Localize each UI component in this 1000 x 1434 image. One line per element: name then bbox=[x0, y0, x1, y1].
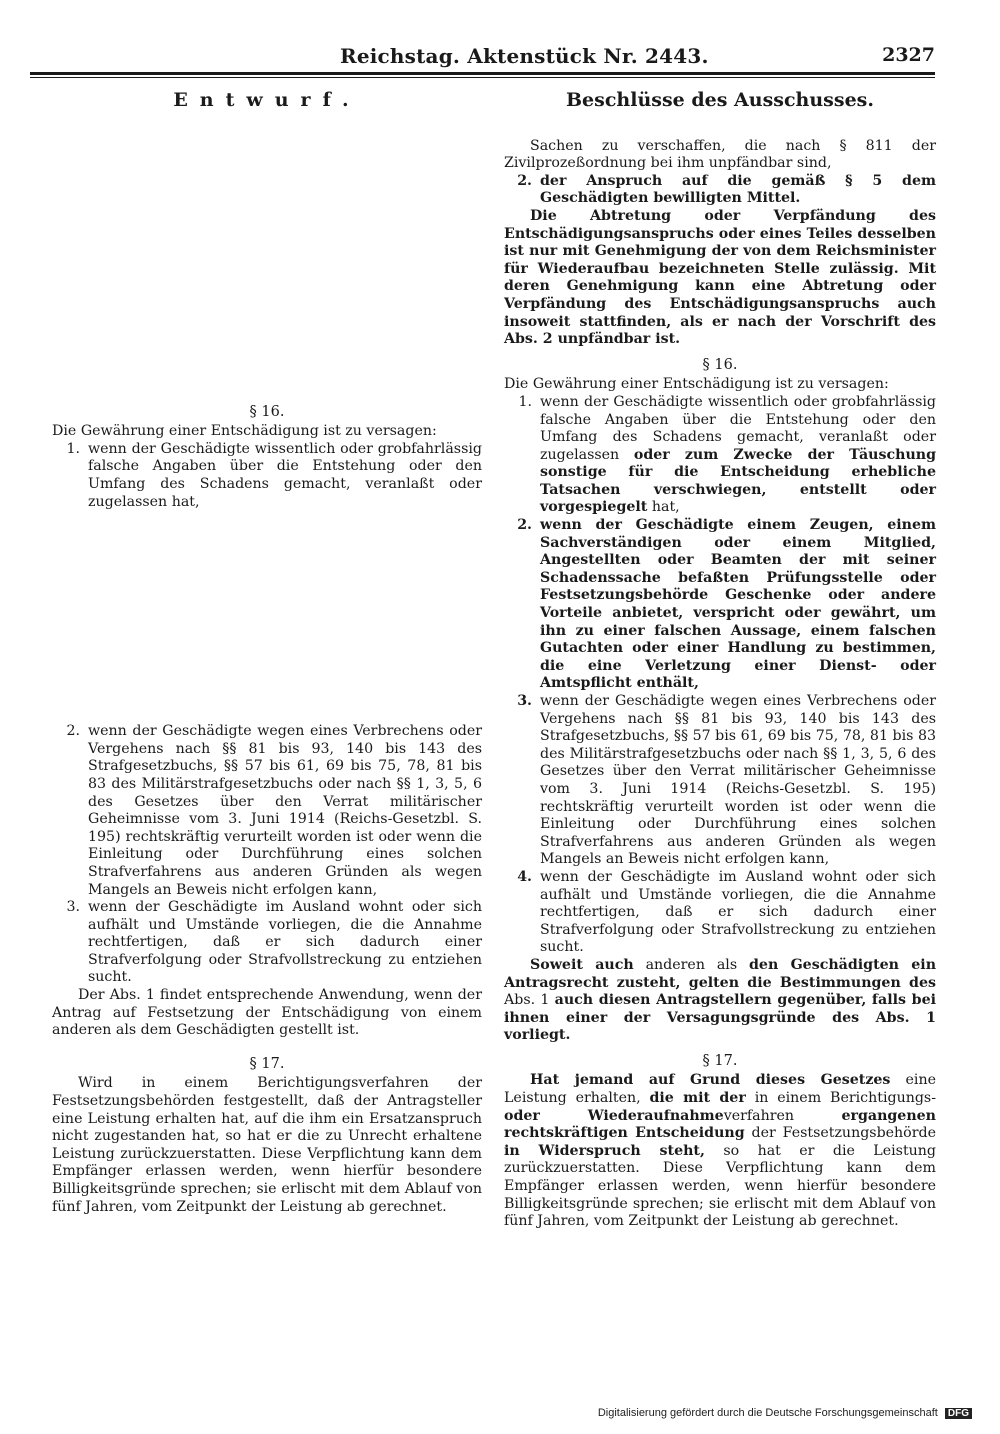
right-s16-item-3 bbox=[504, 693, 936, 869]
text-run: so hat er die Leistung zurückzuerstatten. Diese Verpflichtung kann dem Empfänger erlassen werden, wenn hierfür besondere Billigkeitsgründe sprechen; sie erlischt mit dem Ablauf von fünf Jahren, vom Zeitpunkt der Leistung ab gerechnet. bbox=[504, 1142, 937, 1230]
list-number: 2. bbox=[66, 723, 80, 740]
list-number: 1. bbox=[518, 393, 532, 410]
text-run: anderen als bbox=[645, 956, 738, 973]
text-run-bold: Soweit auch bbox=[530, 956, 634, 973]
right-s16-item-4 bbox=[504, 869, 936, 957]
text-run-bold: oder Wiederaufnahme bbox=[504, 1107, 724, 1124]
list-text: wenn der Geschädigte einem Zeugen, einem Sachverständigen oder einem Mitglied, Angestellten oder Beamten der mit seiner Schadenssache befaßten Prüfungsstelle oder Festsetzungsbehörde Geschenke oder andere Vorteile anbietet, verspricht oder gewährt, um ihn zu einer falschen Aussage, einem falschen Gutachten oder einer Handlung zu bestimmen, die eine Verletzung einer Dienst- oder Amtspflicht enthält, bbox=[540, 517, 936, 692]
footer-text: Digitalisierung gefördert durch die Deutsche Forschungsgemeinschaft bbox=[597, 1407, 938, 1419]
left-column-heading: Entwurf. bbox=[173, 89, 361, 111]
text-run-bold: in Widerspruch steht, bbox=[504, 1142, 705, 1159]
left-s16-item-2 bbox=[52, 723, 482, 899]
list-text: wenn der Geschädigte wegen eines Verbrechens oder Vergehens nach §§ 81 bis 93, 140 bis 143 des Strafgesetzbuchs, §§ 57 bis 61, 69 bis 75, 78, 81 bis 83 des Militärstrafgesetzbuchs oder nach §§ 1, 3, 5, 6 des Gesetzes über den Verrat militärischer Geheimnisse vom 3. Juni 1914 (Reichs-Gesetzbl. S. 195) rechtskräftig verurteilt worden ist oder wenn die Einleitung oder Durchführung eines solchen Strafverfahrens aus anderen Gründen als wegen Mangels an Beweis nicht erfolgen kann, bbox=[88, 723, 482, 898]
header-rule bbox=[30, 72, 935, 75]
list-number: 1. bbox=[66, 440, 80, 457]
list-text: wenn der Geschädigte wegen eines Verbrechens oder Vergehens nach §§ 81 bis 93, 140 bis 143 des Strafgesetzbuchs, §§ 57 bis 61, 69 bis 75, 78, 81 bis 83 des Militärstrafgesetzbuchs oder nach §§ 1, 3, 5, 6 des Gesetzes über den Verrat militärischer Geheimnisse vom 3. Juni 1914 (Reichs-Gesetzbl. S. 195) rechtskräftig verurteilt worden ist oder wenn die Einleitung oder Durchführung eines solchen Strafverfahrens aus anderen Gründen als wegen Mangels an Beweis nicht erfolgen kann, bbox=[540, 693, 936, 868]
right-s16-item-1 bbox=[504, 394, 936, 517]
text-run-bold: oder zum Zwecke der Täuschung sonstige für die Entscheidung erhebliche Tatsachen verschwiegen, entstellt oder vorgespiegelt bbox=[540, 446, 936, 516]
right-continued-line: Sachen zu verschaffen, die nach § 811 der Zivilprozeßordnung bei ihm unpfändbar sind, bbox=[504, 137, 936, 172]
list-number: 2. bbox=[517, 172, 532, 189]
text-run: wenn der Geschädigte wissentlich oder grobfahrlässig falsche Angaben über die Entstehung oder den Umfang des Schadens gemacht, veranlaßt oder zugelassen bbox=[540, 393, 936, 463]
left-s16-item-3 bbox=[52, 899, 482, 987]
text-run: hat, bbox=[651, 499, 680, 516]
text-run-bold: auch diesen Antragstellern gegenüber, falls bei ihnen einer der Versagungsgründe des Abs. 1 vorliegt. bbox=[504, 992, 937, 1044]
text-run: eine Leistung erhalten, bbox=[504, 1072, 936, 1107]
left-column bbox=[52, 88, 482, 1216]
left-section-16-intro: Die Gewährung einer Entschädigung ist zu versagen: bbox=[52, 423, 437, 440]
list-text: der Anspruch auf die gemäß § 5 dem Geschädigten bewilligten Mittel. bbox=[540, 172, 936, 207]
text-run-bold: Hat jemand auf Grund dieses Gesetzes bbox=[530, 1072, 891, 1089]
right-column-heading: Beschlüsse des Ausschusses. bbox=[566, 89, 874, 111]
digitization-footer bbox=[598, 1407, 972, 1419]
header-title: Reichstag. Aktenstück Nr. 2443. bbox=[340, 44, 709, 68]
list-number: 4. bbox=[517, 868, 532, 885]
list-text: wenn der Geschädigte im Ausland wohnt oder sich aufhält und Umstände vorliegen, die die Annahme rechtfertigen, daß er sich dadurch einer Strafverfolgung oder Strafvollstreckung zu entziehen sucht. bbox=[540, 868, 936, 956]
page-header bbox=[30, 44, 935, 70]
right-section-16-paragraph bbox=[504, 957, 936, 1045]
header-rule-thin bbox=[30, 77, 935, 78]
left-section-17-title: § 17. bbox=[249, 1055, 285, 1072]
text-run-bold: den Geschädigten ein Antragsrecht zusteht, gelten die Bestimmungen des bbox=[504, 956, 937, 991]
dfg-logo: DFG bbox=[945, 1408, 972, 1419]
text-run: Abs. 1 bbox=[504, 992, 550, 1009]
text-run-bold: die mit der bbox=[649, 1090, 746, 1107]
right-s16-item-2 bbox=[504, 517, 936, 693]
text-run: in einem Berichtigungs- bbox=[754, 1090, 936, 1107]
list-text: wenn der Geschädigte wissentlich oder grobfahrlässig falsche Angaben über die Entstehung oder den Umfang des Schadens gemacht, veranlaßt oder zugelassen hat, bbox=[88, 440, 482, 510]
right-continued-item-2 bbox=[504, 173, 936, 208]
left-s16-item-1 bbox=[52, 441, 482, 511]
text-run: verfahren bbox=[723, 1107, 795, 1124]
list-number: 3. bbox=[517, 693, 532, 709]
left-section-16-paragraph: Der Abs. 1 findet entsprechende Anwendung, wenn der Antrag auf Festsetzung der Entschädigung von einem anderen als dem Geschädigten gestellt ist. bbox=[52, 987, 482, 1039]
list-text bbox=[540, 394, 936, 517]
text-run: der Festsetzungsbehörde bbox=[751, 1125, 936, 1142]
right-section-17-title: § 17. bbox=[702, 1052, 738, 1069]
right-column bbox=[504, 88, 936, 1231]
left-section-17-paragraph: Wird in einem Berichtigungsverfahren der Festsetzungsbehörden festgestellt, daß der Antragsteller eine Leistung erhalten hat, auf die ihm ein Ersatzanspruch nicht zugestanden hat, so hat er die zu Unrecht erhaltene Leistung zurückzuerstatten. Diese Verpflichtung kann dem Empfänger erlassen werden, wenn hierfür besondere Billigkeitsgründe sprechen; sie erlischt mit dem Ablauf von fünf Jahren, vom Zeitpunkt der Leistung ab gerechnet. bbox=[52, 1075, 482, 1215]
right-section-16-title: § 16. bbox=[702, 356, 738, 373]
left-section-16-title: § 16. bbox=[249, 403, 285, 420]
list-number: 3. bbox=[66, 899, 80, 916]
list-text: wenn der Geschädigte im Ausland wohnt oder sich aufhält und Umstände vorliegen, die die Annahme rechtfertigen, daß er sich dadurch einer Strafverfolgung oder Strafvollstreckung zu entziehen sucht. bbox=[88, 899, 482, 986]
page-number: 2327 bbox=[882, 44, 935, 66]
text-run-bold: ergangenen rechtskräftigen Entscheidung bbox=[504, 1107, 936, 1142]
list-number: 2. bbox=[517, 517, 532, 534]
right-continued-paragraph: Die Abtretung oder Verpfändung des Entschädigungsanspruchs oder eines Teiles desselben ist nur mit Genehmigung der von dem Reichsminister für Wiederaufbau bezeichneten Stelle zulässig. Mit deren Genehmigung kann eine Abtretung oder Verpfändung des Entschädigungsanspruchs auch insoweit stattfinden, als er nach der Vorschrift des Abs. 2 unpfändbar ist. bbox=[504, 207, 936, 348]
right-section-17-paragraph bbox=[504, 1072, 936, 1230]
right-section-16-intro: Die Gewährung einer Entschädigung ist zu versagen: bbox=[504, 376, 889, 393]
